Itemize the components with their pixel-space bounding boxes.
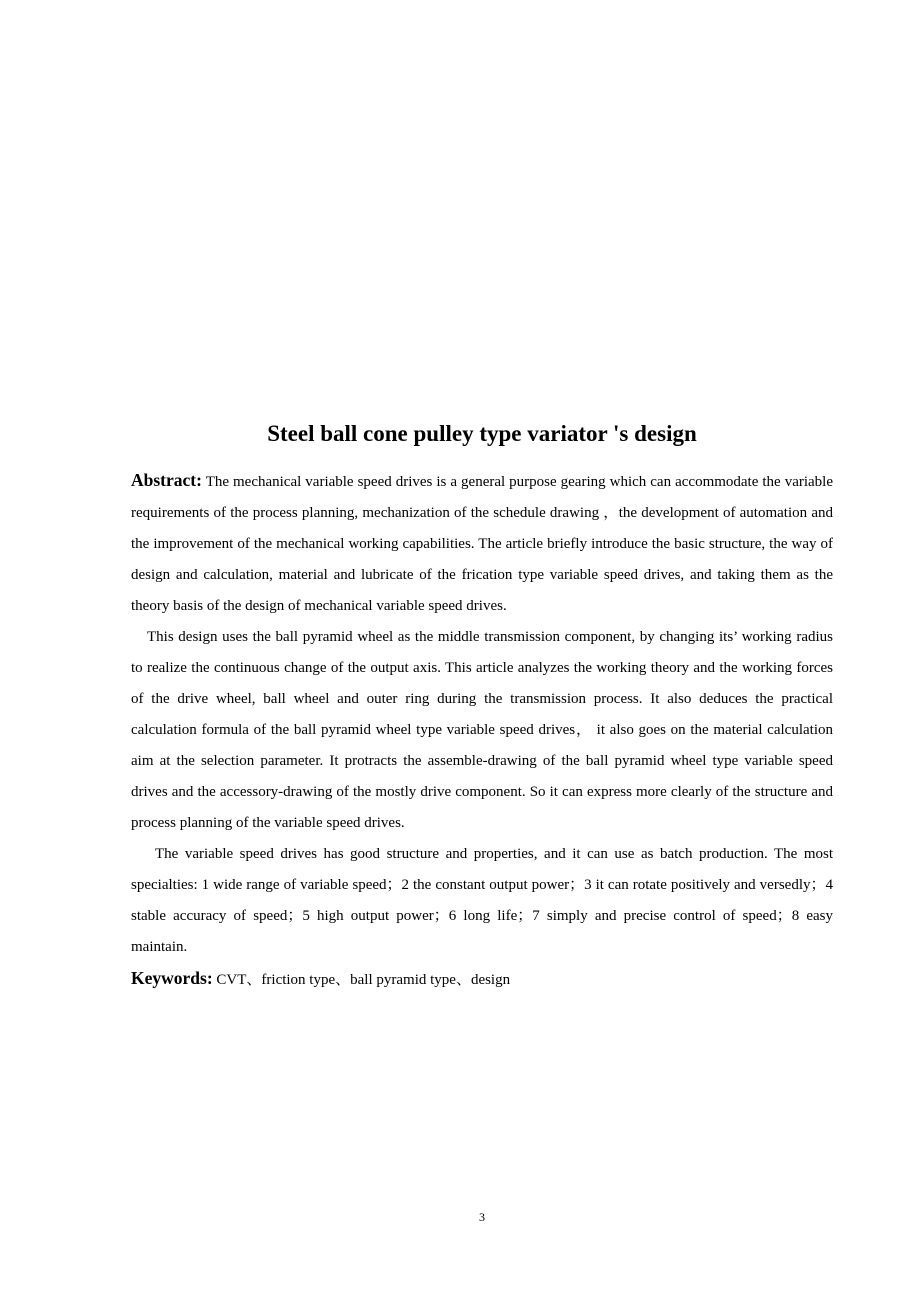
document-title: Steel ball cone pulley type variator 's design (267, 421, 697, 446)
abstract-label: Abstract: (131, 470, 202, 490)
abstract-paragraph-1 (131, 465, 833, 622)
page-number: 3 (479, 1210, 485, 1224)
keywords-label: Keywords: (131, 968, 213, 988)
abstract-paragraph-3: The variable speed drives has good structure and properties, and it can use as batch production. The most specialties: 1 wide range of variable speed；2 the constant output power；3 it can rotate positively and versedly；4 stable accuracy of speed；5 high output power；6 long life；7 simply and precise control of speed；8 easy maintain. (131, 846, 833, 955)
abstract-paragraph-1-text: The mechanical variable speed drives is a general purpose gearing which can accommodate the variable requirements of the process planning, mechanization of the schedule drawing ，the development of automation and the improvement of the mechanical working capabilities. The article briefly introduce the basic structure, the way of design and calculation, material and lubricate of the frication type variable speed drives, and taking them as the theory basis of the design of mechanical variable speed drives. (131, 474, 833, 614)
abstract-section (131, 465, 833, 996)
keywords-line (131, 963, 833, 996)
abstract-paragraph-2: This design uses the ball pyramid wheel as the middle transmission component, by changing its’ working radius to realize the continuous change of the output axis. This article analyzes the working theory and the working forces of the drive wheel, ball wheel and outer ring during the transmission process. It also deduces the practical calculation formula of the ball pyramid wheel type variable speed drives， it also goes on the material calculation aim at the selection parameter. It protracts the assemble-drawing of the ball pyramid wheel type variable speed drives and the accessory-drawing of the mostly drive component. So it can express more clearly of the structure and process planning of the variable speed drives. (131, 629, 833, 831)
keywords-text: CVT、friction type、ball pyramid type、design (216, 972, 511, 988)
